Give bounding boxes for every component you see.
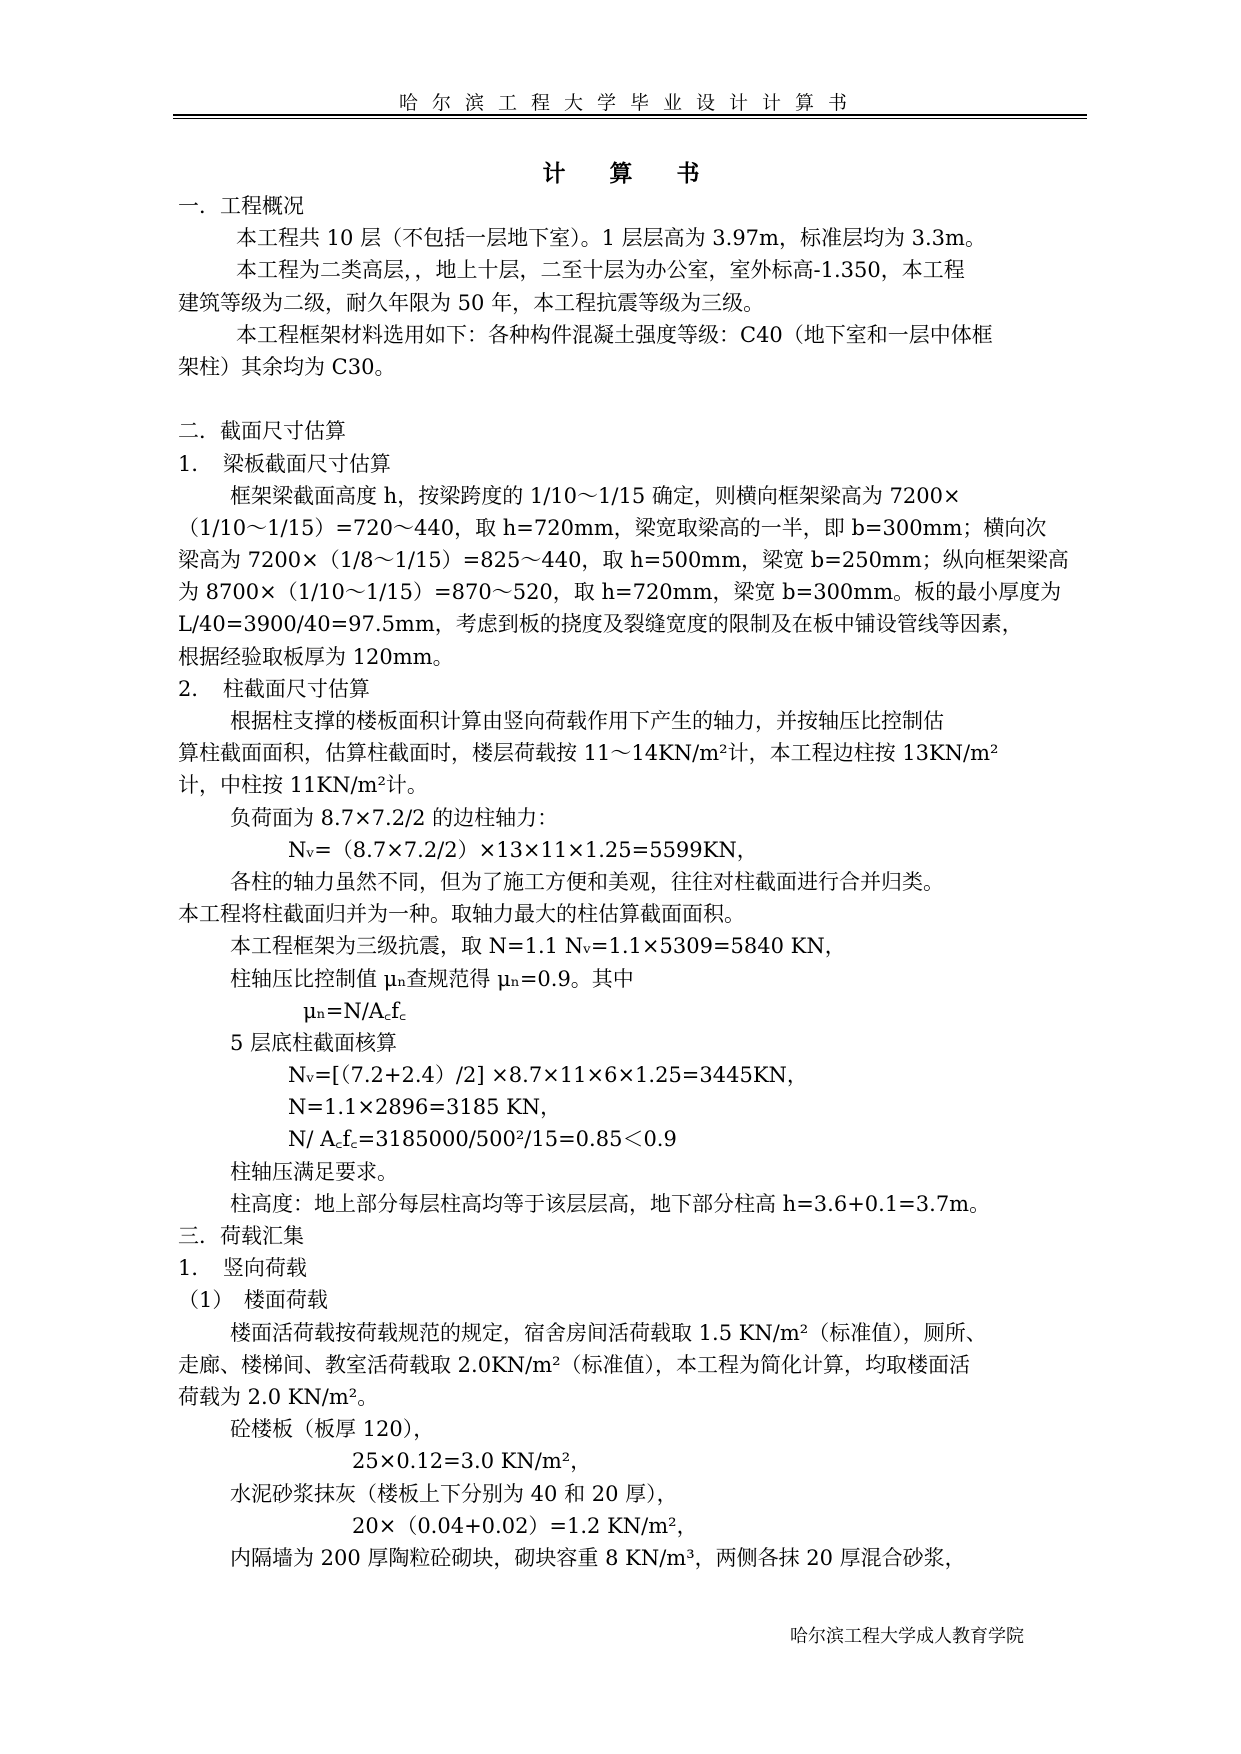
subsection-heading: （1） 楼面荷载 (178, 1288, 328, 1313)
paragraph-line: 架柱）其余均为 C30。 (178, 354, 396, 379)
section-heading-overview: 一．工程概况 (178, 194, 304, 218)
formula-line: 20×（0.04+0.02）=1.2 KN/m²， (352, 1513, 698, 1538)
header-rule (173, 114, 1087, 116)
formula-line: N/ A꜀f꜀=3185000/500²/15=0.85＜0.9 (288, 1127, 677, 1152)
paragraph-line: 框架梁截面高度 h，按梁跨度的 1/10～1/15 确定，则横向框架梁高为 7200× (230, 483, 961, 508)
paragraph-line: 梁高为 7200×（1/8～1/15）=825～440，取 h=500mm，梁宽 b=250mm；纵向框架梁高 (178, 548, 1069, 573)
paragraph-line: 砼楼板（板厚 120）， (230, 1417, 435, 1442)
paragraph-line: 本工程为二类高层，，地上十层，二至十层为办公室，室外标高-1.350，本工程 (236, 258, 965, 283)
subsection-heading: 1． 梁板截面尺寸估算 (178, 451, 391, 476)
document-title: 计 算 书 (542, 160, 718, 187)
paragraph-line: 负荷面为 8.7×7.2/2 的边柱轴力： (230, 805, 559, 830)
paragraph-line: 水泥砂浆抹灰（楼板上下分别为 40 和 20 厚）， (230, 1481, 678, 1506)
paragraph-line: 建筑等级为二级，耐久年限为 50 年，本工程抗震等级为三级。 (178, 290, 765, 315)
formula-line: μₙ=N/A꜀f꜀ (303, 998, 407, 1023)
formula-line: 25×0.12=3.0 KN/m²， (352, 1449, 592, 1474)
paragraph-line: 本工程框架材料选用如下：各种构件混凝土强度等级：C40（地下室和一层中体框 (236, 322, 993, 347)
paragraph-line: 柱轴压满足要求。 (230, 1159, 398, 1184)
paragraph-line: 走廊、楼梯间、教室活荷载取 2.0KN/m²（标准值），本工程为简化计算，均取楼面活 (178, 1352, 971, 1377)
paragraph-line: 本工程将柱截面归并为一种。取轴力最大的柱估算截面面积。 (178, 902, 745, 927)
page-footer: 哈尔滨工程大学成人教育学院 (790, 1626, 1024, 1647)
paragraph-line: 本工程框架为三级抗震，取 N=1.1 Nᵥ=1.1×5309=5840 KN， (230, 934, 846, 959)
document-body (178, 190, 1083, 1574)
paragraph-line: （1/10～1/15）=720～440，取 h=720mm，梁宽取梁高的一半，即 b=300mm；横向次 (178, 515, 1047, 540)
paragraph-line: 柱高度：地上部分每层柱高均等于该层层高，地下部分柱高 h=3.6+0.1=3.7m。 (230, 1191, 991, 1216)
section-heading-loads: 三．荷载汇集 (178, 1224, 304, 1248)
section-heading-section-size: 二．截面尺寸估算 (178, 419, 346, 444)
paragraph-line: 各柱的轴力虽然不同，但为了施工方便和美观，往往对柱截面进行合并归类。 (230, 869, 944, 894)
paragraph-line: 柱轴压比控制值 μₙ查规范得 μₙ=0.9。其中 (230, 966, 634, 991)
paragraph-line: 算柱截面面积，估算柱截面时，楼层荷载按 11～14KN/m²计，本工程边柱按 13KN/m² (178, 741, 999, 766)
formula-line: Nᵥ=[（7.2+2.4）/2] ×8.7×11×6×1.25=3445KN， (288, 1063, 808, 1088)
paragraph-line: 5 层底柱截面核算 (230, 1030, 398, 1055)
header-rule-thin (173, 118, 1087, 119)
paragraph-line: 根据柱支撑的楼板面积计算由竖向荷载作用下产生的轴力，并按轴压比控制估 (230, 709, 944, 733)
paragraph-line: 内隔墙为 200 厚陶粒砼砌块，砌块容重 8 KN/m³，两侧各抹 20 厚混合砂浆， (230, 1545, 966, 1570)
subsection-heading: 1． 竖向荷载 (178, 1256, 307, 1281)
paragraph-line: 为 8700×（1/10～1/15）=870～520，取 h=720mm，梁宽 b=300mm。板的最小厚度为 (178, 580, 1062, 605)
page-header: 哈尔滨工程大学毕业设计计算书 (398, 92, 861, 114)
paragraph-line: L/40=3900/40=97.5mm，考虑到板的挠度及裂缝宽度的限制及在板中铺设管线等因素， (178, 612, 1023, 637)
spacer (178, 383, 1083, 415)
paragraph-line: 计，中柱按 11KN/m²计。 (178, 773, 428, 798)
formula-line: N=1.1×2896=3185 KN， (288, 1095, 562, 1120)
subsection-heading: 2． 柱截面尺寸估算 (178, 676, 370, 701)
paragraph-line: 本工程共 10 层（不包括一层地下室）。1 层层高为 3.97m，标准层均为 3.3m。 (236, 226, 986, 251)
paragraph-line: 根据经验取板厚为 120mm。 (178, 644, 454, 669)
paragraph-line: 荷载为 2.0 KN/m²。 (178, 1384, 379, 1409)
formula-line: Nᵥ=（8.7×7.2/2）×13×11×1.25=5599KN， (288, 837, 758, 862)
paragraph-line: 楼面活荷载按荷载规范的规定，宿舍房间活荷载取 1.5 KN/m²（标准值），厕所、 (230, 1320, 987, 1345)
